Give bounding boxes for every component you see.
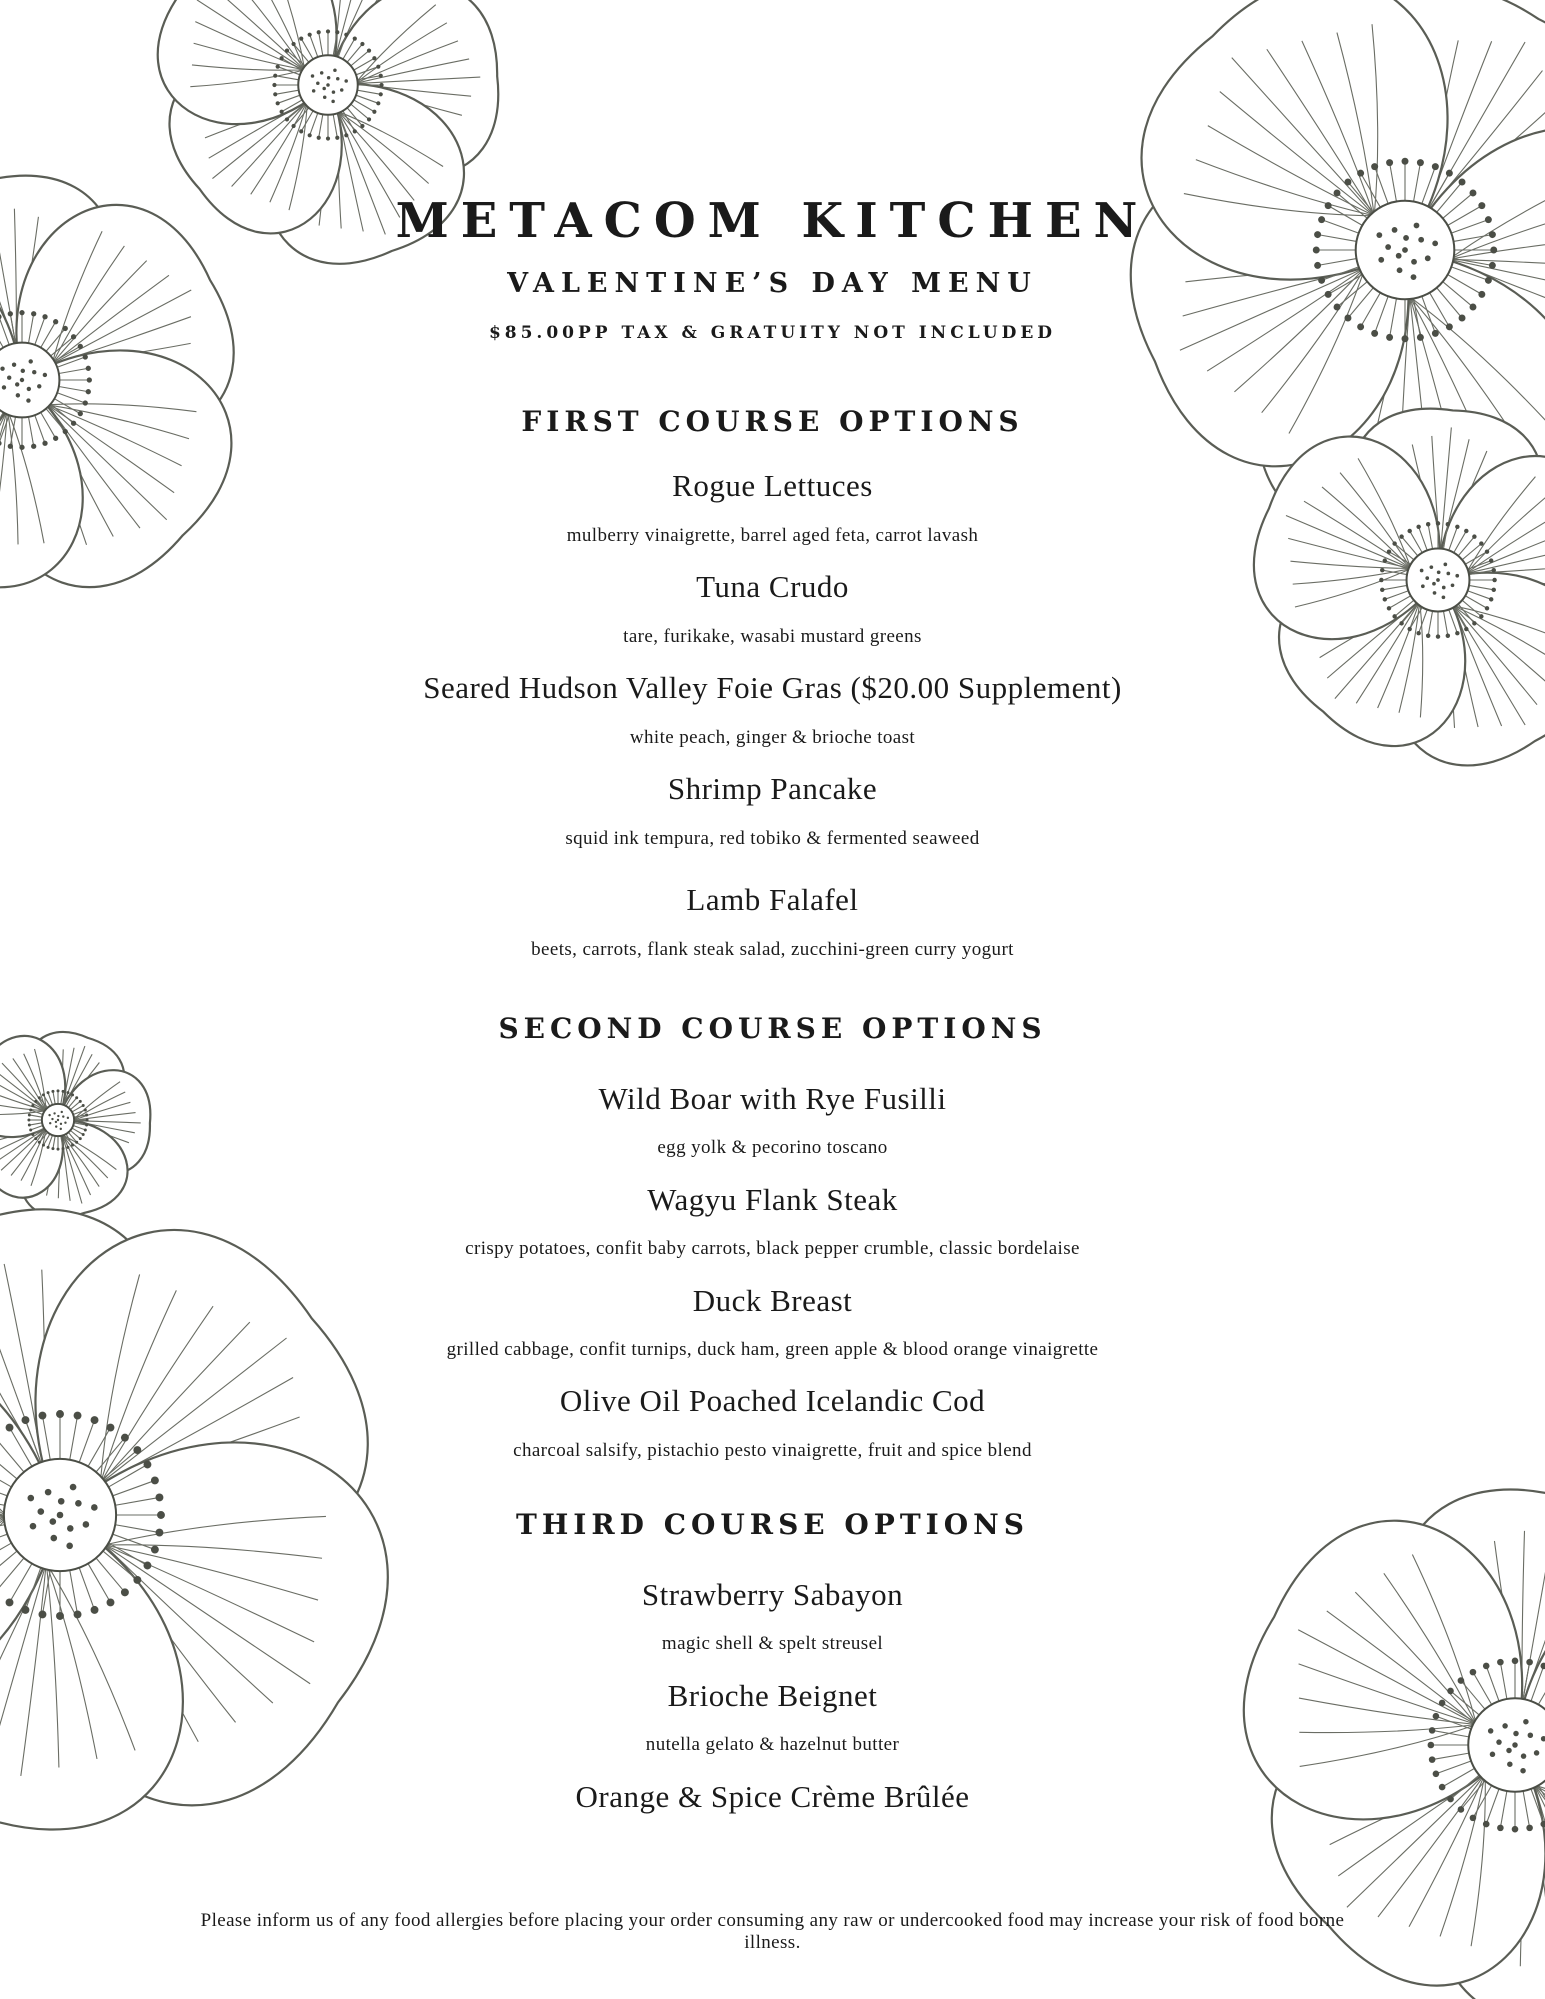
dish-name: Wagyu Flank Steak [647,1182,898,1217]
menu-subtitle: VALENTINE’S DAY MENU [507,268,1038,299]
dish-name: Wild Boar with Rye Fusilli [598,1081,947,1116]
dish-name: Lamb Falafel [686,882,859,917]
price-note: $85.00PP TAX & GRATUITY NOT INCLUDED [488,323,1057,343]
dish-description: magic shell & spelt streusel [661,1633,884,1654]
dish-description: mulberry vinaigrette, barrel aged feta, carrot lavash [566,525,979,546]
dish-description: tare, furikake, wasabi mustard greens [623,626,922,647]
dish-name: Brioche Beignet [667,1678,878,1713]
dish-name: Olive Oil Poached Icelandic Cod [559,1383,986,1418]
dish-name: Rogue Lettuces [672,468,873,503]
dish-name: Seared Hudson Valley Foie Gras ($20.00 Supplement) [423,670,1122,705]
dish-description: charcoal salsify, pistachio pesto vinaigrette, fruit and spice blend [513,1440,1032,1461]
course-title-third: THIRD COURSE OPTIONS [516,1508,1029,1541]
dish-description: nutella gelato & hazelnut butter [645,1734,900,1755]
dish-name: Shrimp Pancake [667,771,878,806]
dish-name: Orange & Spice Crème Brûlée [575,1779,970,1814]
dish-name: Duck Breast [692,1283,853,1318]
dish-description: beets, carrots, flank steak salad, zucchini-green curry yogurt [531,939,1014,960]
dish-description: squid ink tempura, red tobiko & fermented seaweed [565,828,980,849]
poppy-flower-icon [0,1020,152,1228]
allergy-disclaimer: Please inform us of any food allergies before placing your order consuming any raw or undercooked food may increase your risk of food borne illness. [200,1910,1345,1953]
dish-description: grilled cabbage, confit turnips, duck ham, green apple & blood orange vinaigrette [446,1339,1099,1360]
dish-description: egg yolk & pecorino toscano [657,1137,888,1158]
dish-description: white peach, ginger & brioche toast [629,727,916,748]
restaurant-title: METACOM KITCHEN [395,193,1150,249]
dish-name: Strawberry Sabayon [641,1577,904,1612]
course-title-first: FIRST COURSE OPTIONS [521,405,1024,438]
dish-description: crispy potatoes, confit baby carrots, black pepper crumble, classic bordelaise [465,1238,1080,1259]
dish-name: Tuna Crudo [696,569,849,604]
course-title-second: SECOND COURSE OPTIONS [498,1012,1047,1045]
poppy-flower-icon [0,160,270,626]
